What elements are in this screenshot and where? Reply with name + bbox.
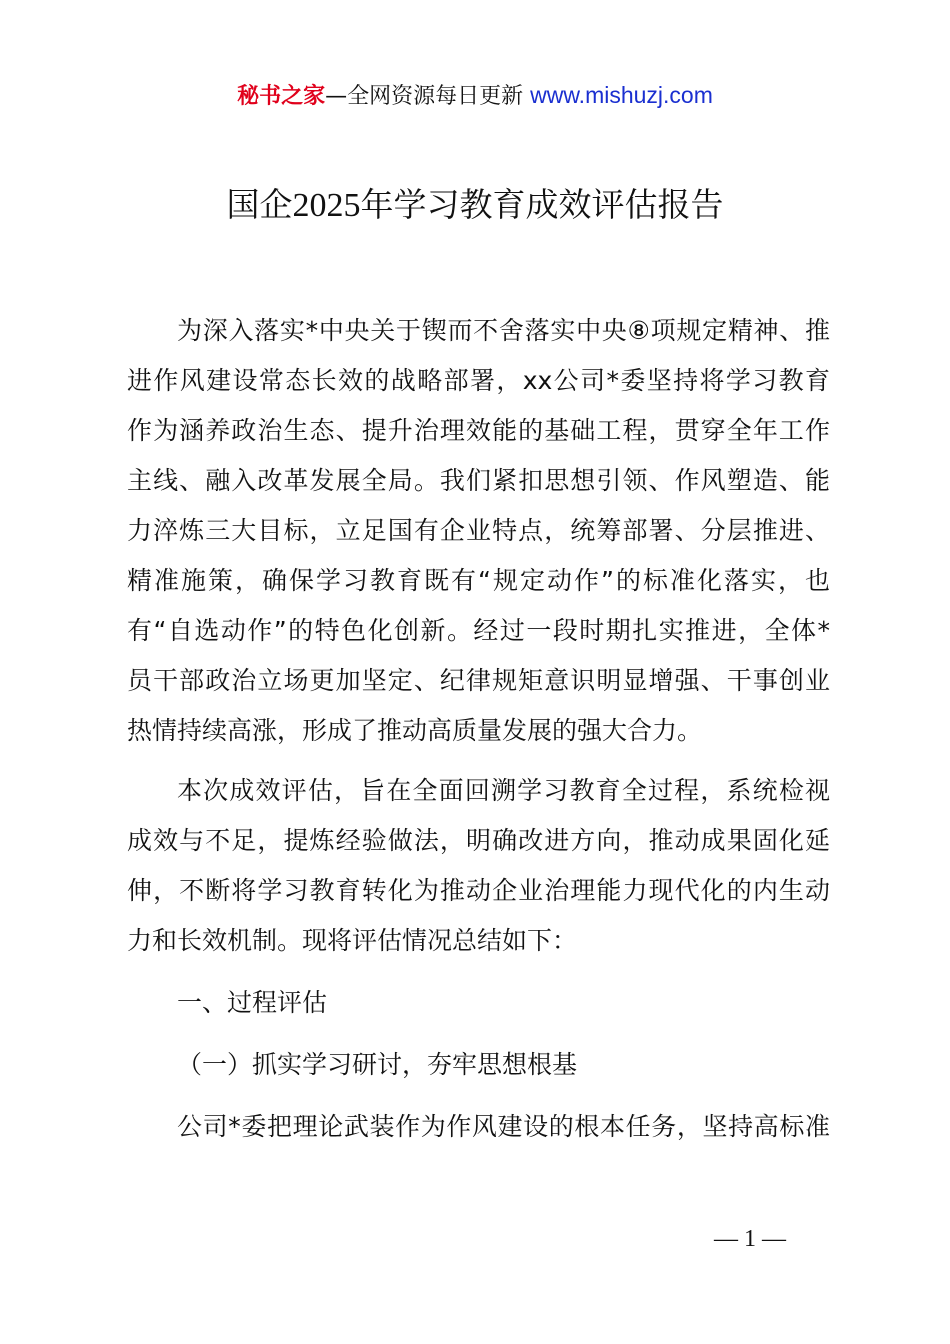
paragraph-line: 主线、融入改革发展全局。我们紧扣思想引领、作风塑造、能 <box>127 466 830 495</box>
paragraph-line: 本次成效评估，旨在全面回溯学习教育全过程，系统检视 <box>177 776 830 805</box>
document-title <box>0 180 950 231</box>
paragraph-line: 公司*委把理论武装作为作风建设的根本任务，坚持高标准 <box>177 1112 830 1141</box>
banner-tagline: —全网资源每日更新 <box>325 84 531 109</box>
title-prefix: 国企 <box>226 185 293 224</box>
banner-brand: 秘书之家 <box>237 84 326 109</box>
paragraph-line: 伸，不断将学习教育转化为推动企业治理能力现代化的内生动 <box>127 876 830 905</box>
banner-site-link[interactable]: www.mishuzj.com <box>530 82 713 108</box>
paragraph-line: 精准施策，确保学习教育既有“规定动作”的标准化落实，也 <box>127 566 830 595</box>
paragraph-line: 员干部政治立场更加坚定、纪律规矩意识明显增强、干事创业 <box>127 666 830 695</box>
page-number: — 1 — <box>714 1226 786 1252</box>
site-banner <box>0 80 950 112</box>
paragraph-line: 力和长效机制。现将评估情况总结如下： <box>127 926 578 955</box>
subsection-heading: （一）抓实学习研讨，夯牢思想根基 <box>177 1050 578 1079</box>
paragraph-line: 作为涵养政治生态、提升治理效能的基础工程，贯穿全年工作 <box>127 416 830 445</box>
title-year: 2025 <box>292 187 361 224</box>
paragraph-line: 热情持续高涨，形成了推动高质量发展的强大合力。 <box>127 716 703 745</box>
section-heading: 一、过程评估 <box>177 988 328 1017</box>
title-suffix: 年学习教育成效评估报告 <box>360 185 724 224</box>
paragraph-line: 力淬炼三大目标，立足国有企业特点，统筹部署、分层推进、 <box>127 516 830 545</box>
paragraph-line: 为深入落实*中央关于锲而不舍落实中央⑧项规定精神、推 <box>177 316 830 345</box>
paragraph-line: 进作风建设常态长效的战略部署，xx公司*委坚持将学习教育 <box>127 366 830 395</box>
paragraph-line: 有“自选动作”的特色化创新。经过一段时期扎实推进，全体* <box>127 616 830 645</box>
paragraph-line: 成效与不足，提炼经验做法，明确改进方向，推动成果固化延 <box>127 826 830 855</box>
